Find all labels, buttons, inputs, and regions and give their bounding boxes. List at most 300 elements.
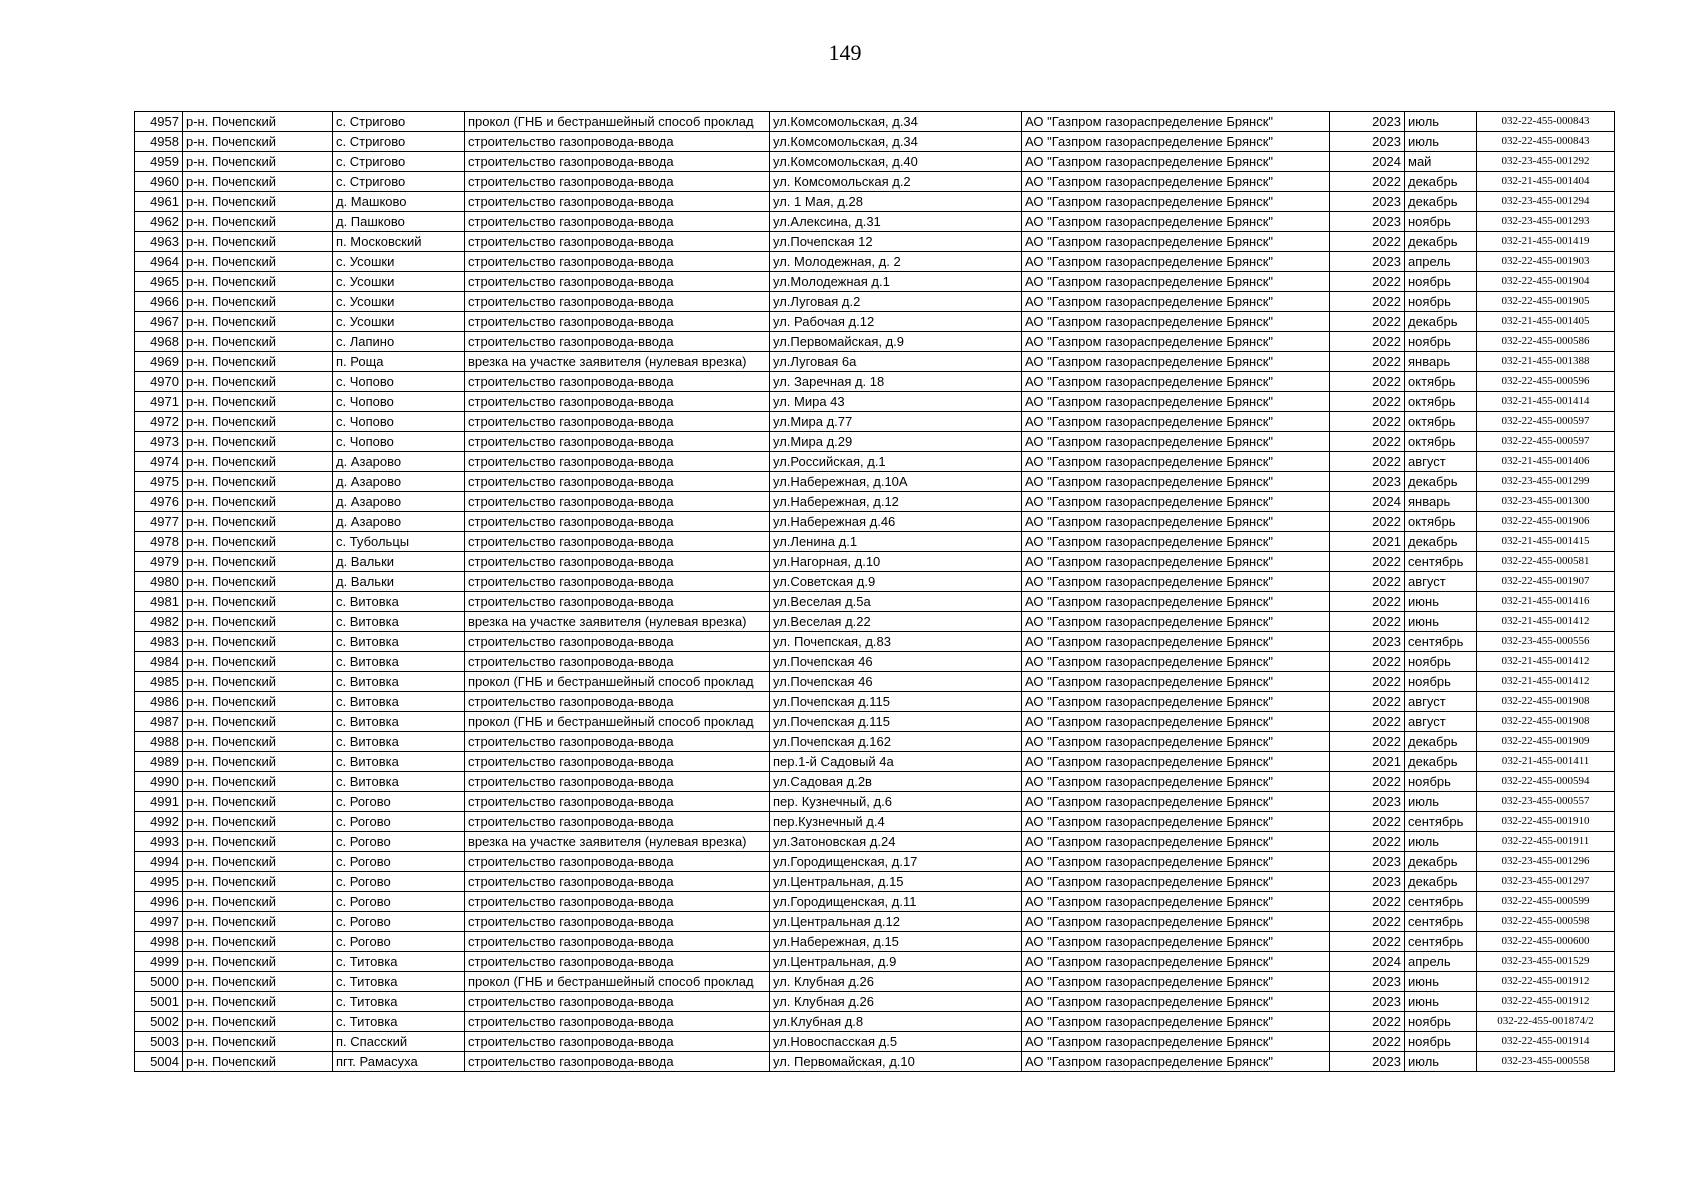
table-row <box>135 272 1615 292</box>
table-row <box>135 872 1615 892</box>
table-row <box>135 852 1615 872</box>
address-cell: ул.Почепская д.162 <box>770 732 1022 752</box>
organization-cell: АО "Газпром газораспределение Брянск" <box>1022 892 1330 912</box>
district-cell: р-н. Почепский <box>183 132 333 152</box>
code-cell: 032-22-455-000843 <box>1477 112 1615 132</box>
code-cell: 032-21-455-001404 <box>1477 172 1615 192</box>
district-cell: р-н. Почепский <box>183 492 333 512</box>
organization-cell: АО "Газпром газораспределение Брянск" <box>1022 432 1330 452</box>
code-cell: 032-23-455-001294 <box>1477 192 1615 212</box>
organization-cell: АО "Газпром газораспределение Брянск" <box>1022 932 1330 952</box>
code-cell: 032-22-455-000596 <box>1477 372 1615 392</box>
organization-cell: АО "Газпром газораспределение Брянск" <box>1022 972 1330 992</box>
address-cell: ул.Луговая д.2 <box>770 292 1022 312</box>
district-cell: р-н. Почепский <box>183 152 333 172</box>
row-number-cell: 4978 <box>135 532 183 552</box>
table-row <box>135 832 1615 852</box>
district-cell: р-н. Почепский <box>183 312 333 332</box>
address-cell: ул.Почепская 46 <box>770 672 1022 692</box>
table-row <box>135 132 1615 152</box>
table-row <box>135 512 1615 532</box>
district-cell: р-н. Почепский <box>183 252 333 272</box>
code-cell: 032-22-455-000597 <box>1477 412 1615 432</box>
year-cell: 2023 <box>1330 632 1405 652</box>
row-number-cell: 4971 <box>135 392 183 412</box>
district-cell: р-н. Почепский <box>183 772 333 792</box>
settlement-cell: с. Витовка <box>333 732 465 752</box>
month-cell: сентябрь <box>1405 932 1477 952</box>
district-cell: р-н. Почепский <box>183 192 333 212</box>
table-row <box>135 732 1615 752</box>
work-type-cell: строительство газопровода-ввода <box>465 272 770 292</box>
month-cell: август <box>1405 712 1477 732</box>
code-cell: 032-21-455-001412 <box>1477 652 1615 672</box>
year-cell: 2023 <box>1330 252 1405 272</box>
year-cell: 2021 <box>1330 532 1405 552</box>
work-type-cell: строительство газопровода-ввода <box>465 792 770 812</box>
settlement-cell: с. Рогово <box>333 812 465 832</box>
district-cell: р-н. Почепский <box>183 452 333 472</box>
year-cell: 2022 <box>1330 612 1405 632</box>
organization-cell: АО "Газпром газораспределение Брянск" <box>1022 392 1330 412</box>
month-cell: сентябрь <box>1405 552 1477 572</box>
code-cell: 032-22-455-001907 <box>1477 572 1615 592</box>
month-cell: октябрь <box>1405 392 1477 412</box>
settlement-cell: п. Московский <box>333 232 465 252</box>
work-type-cell: строительство газопровода-ввода <box>465 252 770 272</box>
table-row <box>135 192 1615 212</box>
work-type-cell: строительство газопровода-ввода <box>465 912 770 932</box>
table-row <box>135 772 1615 792</box>
row-number-cell: 4990 <box>135 772 183 792</box>
year-cell: 2023 <box>1330 1052 1405 1072</box>
settlement-cell: с. Усошки <box>333 292 465 312</box>
table-row <box>135 712 1615 732</box>
district-cell: р-н. Почепский <box>183 1032 333 1052</box>
district-cell: р-н. Почепский <box>183 912 333 932</box>
row-number-cell: 4989 <box>135 752 183 772</box>
address-cell: ул. Клубная д.26 <box>770 972 1022 992</box>
settlement-cell: с. Рогово <box>333 932 465 952</box>
month-cell: ноябрь <box>1405 332 1477 352</box>
address-cell: ул.Луговая 6а <box>770 352 1022 372</box>
settlement-cell: с. Лапино <box>333 332 465 352</box>
organization-cell: АО "Газпром газораспределение Брянск" <box>1022 1012 1330 1032</box>
district-cell: р-н. Почепский <box>183 752 333 772</box>
table-row <box>135 152 1615 172</box>
settlement-cell: с. Стригово <box>333 132 465 152</box>
district-cell: р-н. Почепский <box>183 972 333 992</box>
month-cell: ноябрь <box>1405 1012 1477 1032</box>
address-cell: ул.Набережная, д.12 <box>770 492 1022 512</box>
month-cell: сентябрь <box>1405 632 1477 652</box>
organization-cell: АО "Газпром газораспределение Брянск" <box>1022 852 1330 872</box>
table-row <box>135 312 1615 332</box>
year-cell: 2022 <box>1330 452 1405 472</box>
month-cell: октябрь <box>1405 512 1477 532</box>
row-number-cell: 4992 <box>135 812 183 832</box>
address-cell: ул.Мира д.29 <box>770 432 1022 452</box>
row-number-cell: 4993 <box>135 832 183 852</box>
work-type-cell: строительство газопровода-ввода <box>465 852 770 872</box>
settlement-cell: с. Витовка <box>333 752 465 772</box>
row-number-cell: 4966 <box>135 292 183 312</box>
row-number-cell: 5001 <box>135 992 183 1012</box>
district-cell: р-н. Почепский <box>183 172 333 192</box>
code-cell: 032-21-455-001419 <box>1477 232 1615 252</box>
row-number-cell: 4987 <box>135 712 183 732</box>
month-cell: июль <box>1405 792 1477 812</box>
settlement-cell: д. Машково <box>333 192 465 212</box>
work-type-cell: строительство газопровода-ввода <box>465 892 770 912</box>
code-cell: 032-23-455-000557 <box>1477 792 1615 812</box>
address-cell: ул.Первомайская, д.9 <box>770 332 1022 352</box>
organization-cell: АО "Газпром газораспределение Брянск" <box>1022 1032 1330 1052</box>
address-cell: ул. Заречная д. 18 <box>770 372 1022 392</box>
district-cell: р-н. Почепский <box>183 372 333 392</box>
settlement-cell: с. Чопово <box>333 412 465 432</box>
address-cell: ул. Клубная д.26 <box>770 992 1022 1012</box>
settlement-cell: п. Спасский <box>333 1032 465 1052</box>
work-type-cell: строительство газопровода-ввода <box>465 212 770 232</box>
settlement-cell: с. Чопово <box>333 372 465 392</box>
district-cell: р-н. Почепский <box>183 1052 333 1072</box>
organization-cell: АО "Газпром газораспределение Брянск" <box>1022 132 1330 152</box>
month-cell: июнь <box>1405 972 1477 992</box>
address-cell: ул.Набережная, д.10А <box>770 472 1022 492</box>
year-cell: 2023 <box>1330 112 1405 132</box>
organization-cell: АО "Газпром газораспределение Брянск" <box>1022 692 1330 712</box>
settlement-cell: с. Титовка <box>333 972 465 992</box>
district-cell: р-н. Почепский <box>183 992 333 1012</box>
table-row <box>135 992 1615 1012</box>
work-type-cell: строительство газопровода-ввода <box>465 432 770 452</box>
organization-cell: АО "Газпром газораспределение Брянск" <box>1022 592 1330 612</box>
district-cell: р-н. Почепский <box>183 892 333 912</box>
table-row <box>135 252 1615 272</box>
settlement-cell: д. Вальки <box>333 552 465 572</box>
organization-cell: АО "Газпром газораспределение Брянск" <box>1022 192 1330 212</box>
code-cell: 032-23-455-000558 <box>1477 1052 1615 1072</box>
district-cell: р-н. Почепский <box>183 552 333 572</box>
year-cell: 2023 <box>1330 972 1405 992</box>
organization-cell: АО "Газпром газораспределение Брянск" <box>1022 612 1330 632</box>
address-cell: ул.Комсомольская, д.34 <box>770 132 1022 152</box>
address-cell: ул.Набережная д.46 <box>770 512 1022 532</box>
row-number-cell: 5004 <box>135 1052 183 1072</box>
row-number-cell: 4970 <box>135 372 183 392</box>
year-cell: 2022 <box>1330 592 1405 612</box>
row-number-cell: 4977 <box>135 512 183 532</box>
code-cell: 032-22-455-001911 <box>1477 832 1615 852</box>
settlement-cell: с. Витовка <box>333 772 465 792</box>
month-cell: октябрь <box>1405 432 1477 452</box>
address-cell: ул.Нагорная, д.10 <box>770 552 1022 572</box>
settlement-cell: д. Азарово <box>333 512 465 532</box>
work-type-cell: строительство газопровода-ввода <box>465 412 770 432</box>
code-cell: 032-21-455-001416 <box>1477 592 1615 612</box>
month-cell: декабрь <box>1405 232 1477 252</box>
code-cell: 032-22-455-000594 <box>1477 772 1615 792</box>
table-row <box>135 612 1615 632</box>
address-cell: ул. Рабочая д.12 <box>770 312 1022 332</box>
organization-cell: АО "Газпром газораспределение Брянск" <box>1022 832 1330 852</box>
address-cell: ул. Комсомольская д.2 <box>770 172 1022 192</box>
data-table <box>134 111 1615 1072</box>
work-type-cell: строительство газопровода-ввода <box>465 152 770 172</box>
year-cell: 2022 <box>1330 712 1405 732</box>
settlement-cell: с. Усошки <box>333 252 465 272</box>
code-cell: 032-22-455-001904 <box>1477 272 1615 292</box>
district-cell: р-н. Почепский <box>183 732 333 752</box>
settlement-cell: с. Витовка <box>333 712 465 732</box>
row-number-cell: 4957 <box>135 112 183 132</box>
row-number-cell: 4968 <box>135 332 183 352</box>
work-type-cell: строительство газопровода-ввода <box>465 592 770 612</box>
month-cell: декабрь <box>1405 172 1477 192</box>
work-type-cell: прокол (ГНБ и бестраншейный способ проклад <box>465 112 770 132</box>
code-cell: 032-22-455-001912 <box>1477 972 1615 992</box>
district-cell: р-н. Почепский <box>183 512 333 532</box>
row-number-cell: 4975 <box>135 472 183 492</box>
organization-cell: АО "Газпром газораспределение Брянск" <box>1022 412 1330 432</box>
month-cell: ноябрь <box>1405 212 1477 232</box>
work-type-cell: врезка на участке заявителя (нулевая врезка) <box>465 352 770 372</box>
year-cell: 2023 <box>1330 792 1405 812</box>
month-cell: август <box>1405 572 1477 592</box>
settlement-cell: с. Стригово <box>333 172 465 192</box>
code-cell: 032-22-455-000600 <box>1477 932 1615 952</box>
district-cell: р-н. Почепский <box>183 632 333 652</box>
year-cell: 2022 <box>1330 312 1405 332</box>
month-cell: декабрь <box>1405 852 1477 872</box>
address-cell: ул.Веселая д.22 <box>770 612 1022 632</box>
month-cell: ноябрь <box>1405 1032 1477 1052</box>
code-cell: 032-22-455-001908 <box>1477 692 1615 712</box>
district-cell: р-н. Почепский <box>183 952 333 972</box>
settlement-cell: с. Витовка <box>333 672 465 692</box>
organization-cell: АО "Газпром газораспределение Брянск" <box>1022 772 1330 792</box>
organization-cell: АО "Газпром газораспределение Брянск" <box>1022 292 1330 312</box>
year-cell: 2022 <box>1330 332 1405 352</box>
settlement-cell: д. Азарово <box>333 492 465 512</box>
settlement-cell: с. Рогово <box>333 792 465 812</box>
organization-cell: АО "Газпром газораспределение Брянск" <box>1022 232 1330 252</box>
year-cell: 2023 <box>1330 992 1405 1012</box>
organization-cell: АО "Газпром газораспределение Брянск" <box>1022 992 1330 1012</box>
row-number-cell: 4979 <box>135 552 183 572</box>
district-cell: р-н. Почепский <box>183 712 333 732</box>
table-row <box>135 752 1615 772</box>
district-cell: р-н. Почепский <box>183 112 333 132</box>
work-type-cell: строительство газопровода-ввода <box>465 452 770 472</box>
table-row <box>135 292 1615 312</box>
year-cell: 2022 <box>1330 352 1405 372</box>
month-cell: январь <box>1405 352 1477 372</box>
row-number-cell: 4958 <box>135 132 183 152</box>
row-number-cell: 4982 <box>135 612 183 632</box>
year-cell: 2023 <box>1330 132 1405 152</box>
organization-cell: АО "Газпром газораспределение Брянск" <box>1022 952 1330 972</box>
row-number-cell: 4981 <box>135 592 183 612</box>
code-cell: 032-22-455-000843 <box>1477 132 1615 152</box>
code-cell: 032-21-455-001406 <box>1477 452 1615 472</box>
year-cell: 2024 <box>1330 152 1405 172</box>
organization-cell: АО "Газпром газораспределение Брянск" <box>1022 912 1330 932</box>
year-cell: 2022 <box>1330 832 1405 852</box>
code-cell: 032-22-455-000586 <box>1477 332 1615 352</box>
code-cell: 032-21-455-001405 <box>1477 312 1615 332</box>
year-cell: 2024 <box>1330 952 1405 972</box>
work-type-cell: строительство газопровода-ввода <box>465 472 770 492</box>
month-cell: октябрь <box>1405 412 1477 432</box>
address-cell: ул.Центральная, д.9 <box>770 952 1022 972</box>
row-number-cell: 4972 <box>135 412 183 432</box>
year-cell: 2023 <box>1330 192 1405 212</box>
code-cell: 032-21-455-001388 <box>1477 352 1615 372</box>
settlement-cell: с. Рогово <box>333 872 465 892</box>
district-cell: р-н. Почепский <box>183 852 333 872</box>
year-cell: 2023 <box>1330 872 1405 892</box>
settlement-cell: с. Витовка <box>333 652 465 672</box>
row-number-cell: 4984 <box>135 652 183 672</box>
address-cell: ул.Российская, д.1 <box>770 452 1022 472</box>
row-number-cell: 4999 <box>135 952 183 972</box>
settlement-cell: с. Стригово <box>333 152 465 172</box>
code-cell: 032-22-455-001903 <box>1477 252 1615 272</box>
row-number-cell: 5000 <box>135 972 183 992</box>
organization-cell: АО "Газпром газораспределение Брянск" <box>1022 632 1330 652</box>
month-cell: декабрь <box>1405 752 1477 772</box>
address-cell: ул.Набережная, д.15 <box>770 932 1022 952</box>
row-number-cell: 4976 <box>135 492 183 512</box>
year-cell: 2021 <box>1330 752 1405 772</box>
work-type-cell: строительство газопровода-ввода <box>465 812 770 832</box>
work-type-cell: строительство газопровода-ввода <box>465 952 770 972</box>
year-cell: 2023 <box>1330 852 1405 872</box>
year-cell: 2022 <box>1330 932 1405 952</box>
row-number-cell: 4995 <box>135 872 183 892</box>
row-number-cell: 4996 <box>135 892 183 912</box>
address-cell: ул.Комсомольская, д.34 <box>770 112 1022 132</box>
month-cell: сентябрь <box>1405 892 1477 912</box>
address-cell: ул.Почепская 46 <box>770 652 1022 672</box>
year-cell: 2022 <box>1330 692 1405 712</box>
address-cell: пер.1-й Садовый 4а <box>770 752 1022 772</box>
address-cell: ул.Клубная д.8 <box>770 1012 1022 1032</box>
work-type-cell: строительство газопровода-ввода <box>465 132 770 152</box>
organization-cell: АО "Газпром газораспределение Брянск" <box>1022 212 1330 232</box>
code-cell: 032-22-455-001874/2 <box>1477 1012 1615 1032</box>
code-cell: 032-21-455-001414 <box>1477 392 1615 412</box>
year-cell: 2022 <box>1330 292 1405 312</box>
address-cell: ул.Городищенская, д.11 <box>770 892 1022 912</box>
month-cell: декабрь <box>1405 312 1477 332</box>
settlement-cell: с. Титовка <box>333 992 465 1012</box>
organization-cell: АО "Газпром газораспределение Брянск" <box>1022 352 1330 372</box>
organization-cell: АО "Газпром газораспределение Брянск" <box>1022 472 1330 492</box>
district-cell: р-н. Почепский <box>183 932 333 952</box>
settlement-cell: с. Рогово <box>333 832 465 852</box>
organization-cell: АО "Газпром газораспределение Брянск" <box>1022 812 1330 832</box>
year-cell: 2023 <box>1330 472 1405 492</box>
code-cell: 032-22-455-000581 <box>1477 552 1615 572</box>
code-cell: 032-21-455-001412 <box>1477 612 1615 632</box>
month-cell: ноябрь <box>1405 652 1477 672</box>
year-cell: 2022 <box>1330 772 1405 792</box>
row-number-cell: 4961 <box>135 192 183 212</box>
year-cell: 2022 <box>1330 552 1405 572</box>
organization-cell: АО "Газпром газораспределение Брянск" <box>1022 512 1330 532</box>
work-type-cell: строительство газопровода-ввода <box>465 372 770 392</box>
address-cell: ул.Веселая д.5а <box>770 592 1022 612</box>
address-cell: ул.Ленина д.1 <box>770 532 1022 552</box>
month-cell: январь <box>1405 492 1477 512</box>
month-cell: июнь <box>1405 592 1477 612</box>
table-row <box>135 812 1615 832</box>
address-cell: ул.Городищенская, д.17 <box>770 852 1022 872</box>
code-cell: 032-23-455-001297 <box>1477 872 1615 892</box>
year-cell: 2023 <box>1330 212 1405 232</box>
code-cell: 032-22-455-000598 <box>1477 912 1615 932</box>
year-cell: 2022 <box>1330 432 1405 452</box>
table-row <box>135 572 1615 592</box>
row-number-cell: 4988 <box>135 732 183 752</box>
row-number-cell: 5003 <box>135 1032 183 1052</box>
work-type-cell: строительство газопровода-ввода <box>465 172 770 192</box>
table-row <box>135 232 1615 252</box>
code-cell: 032-21-455-001411 <box>1477 752 1615 772</box>
organization-cell: АО "Газпром газораспределение Брянск" <box>1022 712 1330 732</box>
table-row <box>135 492 1615 512</box>
month-cell: ноябрь <box>1405 292 1477 312</box>
address-cell: ул.Почепская 12 <box>770 232 1022 252</box>
district-cell: р-н. Почепский <box>183 212 333 232</box>
work-type-cell: врезка на участке заявителя (нулевая врезка) <box>465 832 770 852</box>
month-cell: июнь <box>1405 612 1477 632</box>
address-cell: ул.Комсомольская, д.40 <box>770 152 1022 172</box>
settlement-cell: с. Титовка <box>333 952 465 972</box>
month-cell: июль <box>1405 132 1477 152</box>
district-cell: р-н. Почепский <box>183 292 333 312</box>
address-cell: пер.Кузнечный д.4 <box>770 812 1022 832</box>
month-cell: май <box>1405 152 1477 172</box>
work-type-cell: строительство газопровода-ввода <box>465 232 770 252</box>
table-row <box>135 892 1615 912</box>
year-cell: 2022 <box>1330 672 1405 692</box>
table-row <box>135 332 1615 352</box>
row-number-cell: 4974 <box>135 452 183 472</box>
settlement-cell: с. Усошки <box>333 272 465 292</box>
work-type-cell: строительство газопровода-ввода <box>465 872 770 892</box>
table-row <box>135 552 1615 572</box>
table-row <box>135 532 1615 552</box>
month-cell: июль <box>1405 112 1477 132</box>
row-number-cell: 4963 <box>135 232 183 252</box>
year-cell: 2022 <box>1330 652 1405 672</box>
address-cell: ул.Почепская д.115 <box>770 692 1022 712</box>
organization-cell: АО "Газпром газораспределение Брянск" <box>1022 572 1330 592</box>
work-type-cell: строительство газопровода-ввода <box>465 732 770 752</box>
row-number-cell: 4962 <box>135 212 183 232</box>
table-row <box>135 432 1615 452</box>
row-number-cell: 4983 <box>135 632 183 652</box>
month-cell: ноябрь <box>1405 272 1477 292</box>
table-row <box>135 912 1615 932</box>
table-row <box>135 1012 1615 1032</box>
year-cell: 2022 <box>1330 512 1405 532</box>
district-cell: р-н. Почепский <box>183 592 333 612</box>
